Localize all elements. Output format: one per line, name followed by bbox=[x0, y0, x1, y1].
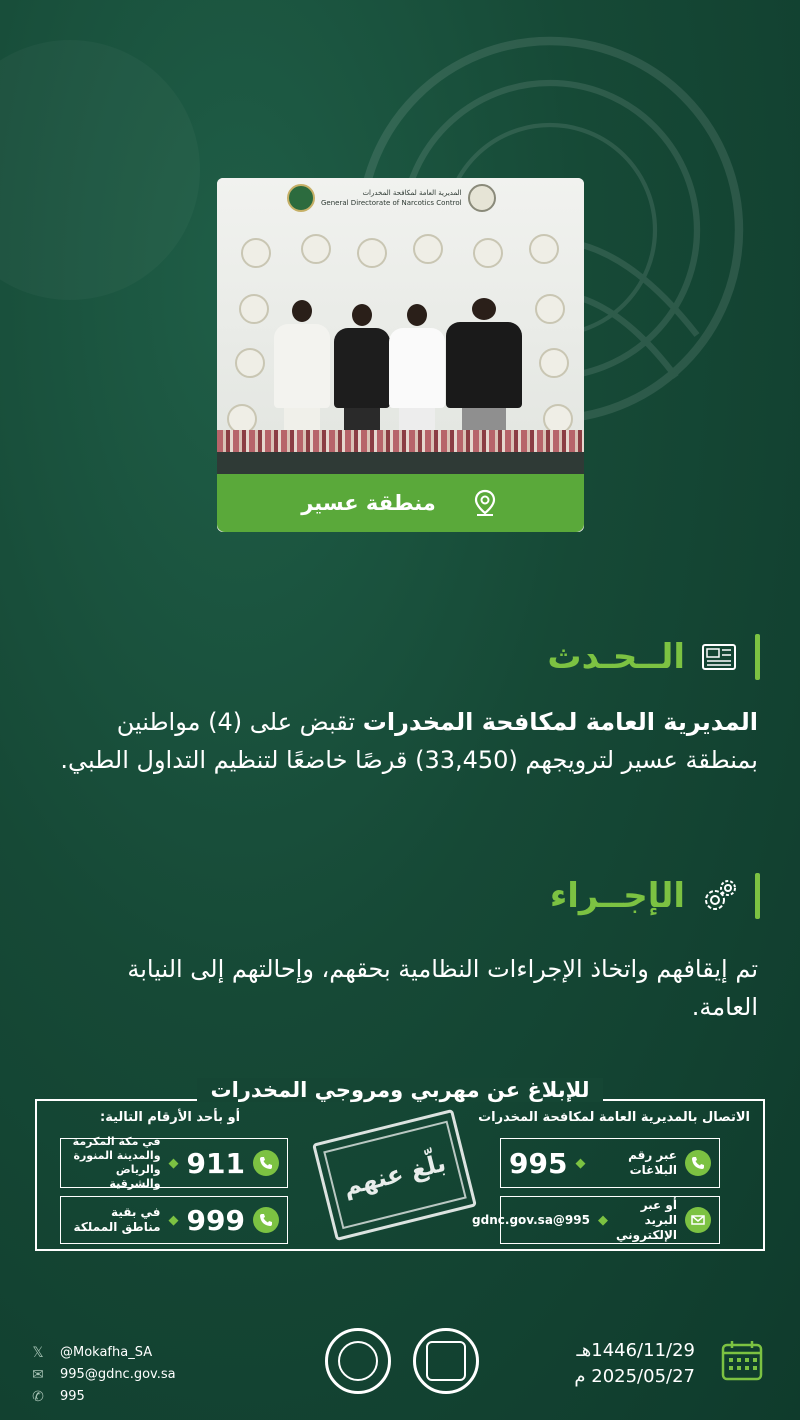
action-paragraph: تم إيقافهم واتخاذ الإجراءات النظامية بحقهم، وإحالتهم إلى النيابة العامة. bbox=[127, 955, 758, 1021]
x-twitter-icon: 𝕏 bbox=[32, 1345, 44, 1361]
backdrop-seal-icon bbox=[241, 238, 271, 268]
phone-icon bbox=[685, 1150, 711, 1176]
event-heading bbox=[547, 634, 760, 680]
footer-email[interactable]: 995@gdnc.gov.sa bbox=[60, 1367, 176, 1382]
photo-banner bbox=[287, 184, 496, 212]
gears-icon bbox=[699, 875, 741, 917]
twitter-handle[interactable]: @Mokafha_SA bbox=[60, 1345, 153, 1360]
location-label: منطقة عسير bbox=[301, 491, 436, 515]
backdrop-seal-icon bbox=[535, 294, 565, 324]
mail-icon bbox=[685, 1207, 711, 1233]
seized-pills bbox=[217, 430, 584, 452]
calendar-icon bbox=[720, 1338, 764, 1382]
number-999-cell[interactable] bbox=[60, 1196, 288, 1244]
person-figure bbox=[272, 300, 332, 432]
gregorian-date: 2025/05/27 م bbox=[574, 1366, 695, 1387]
hotline-label: عبر رقم البلاغات bbox=[628, 1148, 677, 1177]
report-title: للإبلاغ عن مهربي ومروجي المخدرات bbox=[0, 1078, 800, 1102]
display-table bbox=[217, 452, 584, 474]
action-heading bbox=[550, 873, 760, 919]
report-left-heading: أو بأحد الأرقام التالية: bbox=[100, 1110, 241, 1125]
event-title: الــحـدث bbox=[547, 637, 685, 677]
backdrop-seal-icon bbox=[301, 234, 331, 264]
person-figure bbox=[332, 304, 392, 432]
backdrop-seal-icon bbox=[539, 348, 569, 378]
arrow-icon: ◆ bbox=[168, 1212, 179, 1228]
person-figure bbox=[445, 298, 523, 432]
saudi-emblem-icon bbox=[413, 1328, 479, 1394]
footer-phone-link[interactable] bbox=[30, 1386, 176, 1408]
number-999[interactable]: 999 bbox=[186, 1203, 245, 1237]
photo-banner-english: General Directorate of Narcotics Control bbox=[321, 199, 462, 207]
gdnc-logo-icon bbox=[287, 184, 315, 212]
background-shape bbox=[0, 40, 200, 300]
number-911-cell[interactable] bbox=[60, 1135, 288, 1190]
photo-banner-arabic: المديرية العامة لمكافحة المخدرات bbox=[362, 189, 462, 197]
person-figure bbox=[387, 304, 447, 432]
event-body: تقبض على (4) مواطنين بمنطقة عسير لترويجهم (33,450) قرصًا خاضعًا لتنظيم التداول الطبي. bbox=[60, 708, 758, 774]
regions-999-label: في بقية مناطق المملكة bbox=[73, 1205, 161, 1234]
arrow-icon: ◆ bbox=[575, 1155, 586, 1171]
footer-contacts bbox=[30, 1342, 176, 1408]
footer-dates bbox=[574, 1338, 695, 1390]
arrow-icon: ◆ bbox=[168, 1155, 179, 1171]
email-cell[interactable] bbox=[472, 1196, 720, 1244]
phone-icon bbox=[253, 1207, 279, 1233]
stamp-text: بلّغ عنهم bbox=[340, 1148, 449, 1202]
event-paragraph bbox=[58, 703, 758, 779]
backdrop-seal-icon bbox=[357, 238, 387, 268]
hijri-date: 1446/11/29هـ bbox=[576, 1340, 695, 1361]
arrow-icon: ◆ bbox=[597, 1212, 608, 1228]
arrest-photo bbox=[217, 178, 584, 474]
backdrop-seal-icon bbox=[235, 348, 265, 378]
mail-icon: ✉ bbox=[32, 1367, 44, 1383]
hotline-cell[interactable] bbox=[500, 1138, 720, 1188]
heading-bar bbox=[755, 873, 760, 919]
hotline-number[interactable]: 995 bbox=[509, 1146, 568, 1180]
event-body-bold: المديرية العامة لمكافحة المخدرات bbox=[362, 708, 758, 736]
footer-email-link[interactable] bbox=[30, 1364, 176, 1386]
report-right-heading: الاتصال بالمديرية العامة لمكافحة المخدرات bbox=[478, 1110, 750, 1125]
backdrop-seal-icon bbox=[239, 294, 269, 324]
saudi-emblem-icon bbox=[468, 184, 496, 212]
backdrop-seal-icon bbox=[529, 234, 559, 264]
backdrop-seal-icon bbox=[413, 234, 443, 264]
regions-911-label: في مكة المكرمة والمدينة المنورة والرياض والشرقية bbox=[72, 1135, 161, 1190]
email-label: أو عبر البريد الإلكتروني bbox=[615, 1197, 677, 1242]
phone-icon bbox=[253, 1150, 279, 1176]
twitter-link[interactable] bbox=[30, 1342, 176, 1364]
action-title: الإجــراء bbox=[549, 876, 685, 916]
location-pin-icon bbox=[470, 488, 500, 518]
footer-emblems bbox=[325, 1328, 479, 1394]
phone-icon: ✆ bbox=[32, 1389, 44, 1405]
gdnc-emblem-icon bbox=[325, 1328, 391, 1394]
newspaper-icon bbox=[699, 636, 741, 678]
location-badge bbox=[217, 474, 584, 532]
report-email[interactable]: 995@gdnc.gov.sa bbox=[472, 1213, 590, 1227]
footer-phone[interactable]: 995 bbox=[60, 1389, 85, 1404]
backdrop-seal-icon bbox=[473, 238, 503, 268]
heading-bar bbox=[755, 634, 760, 680]
number-911[interactable]: 911 bbox=[186, 1146, 245, 1180]
